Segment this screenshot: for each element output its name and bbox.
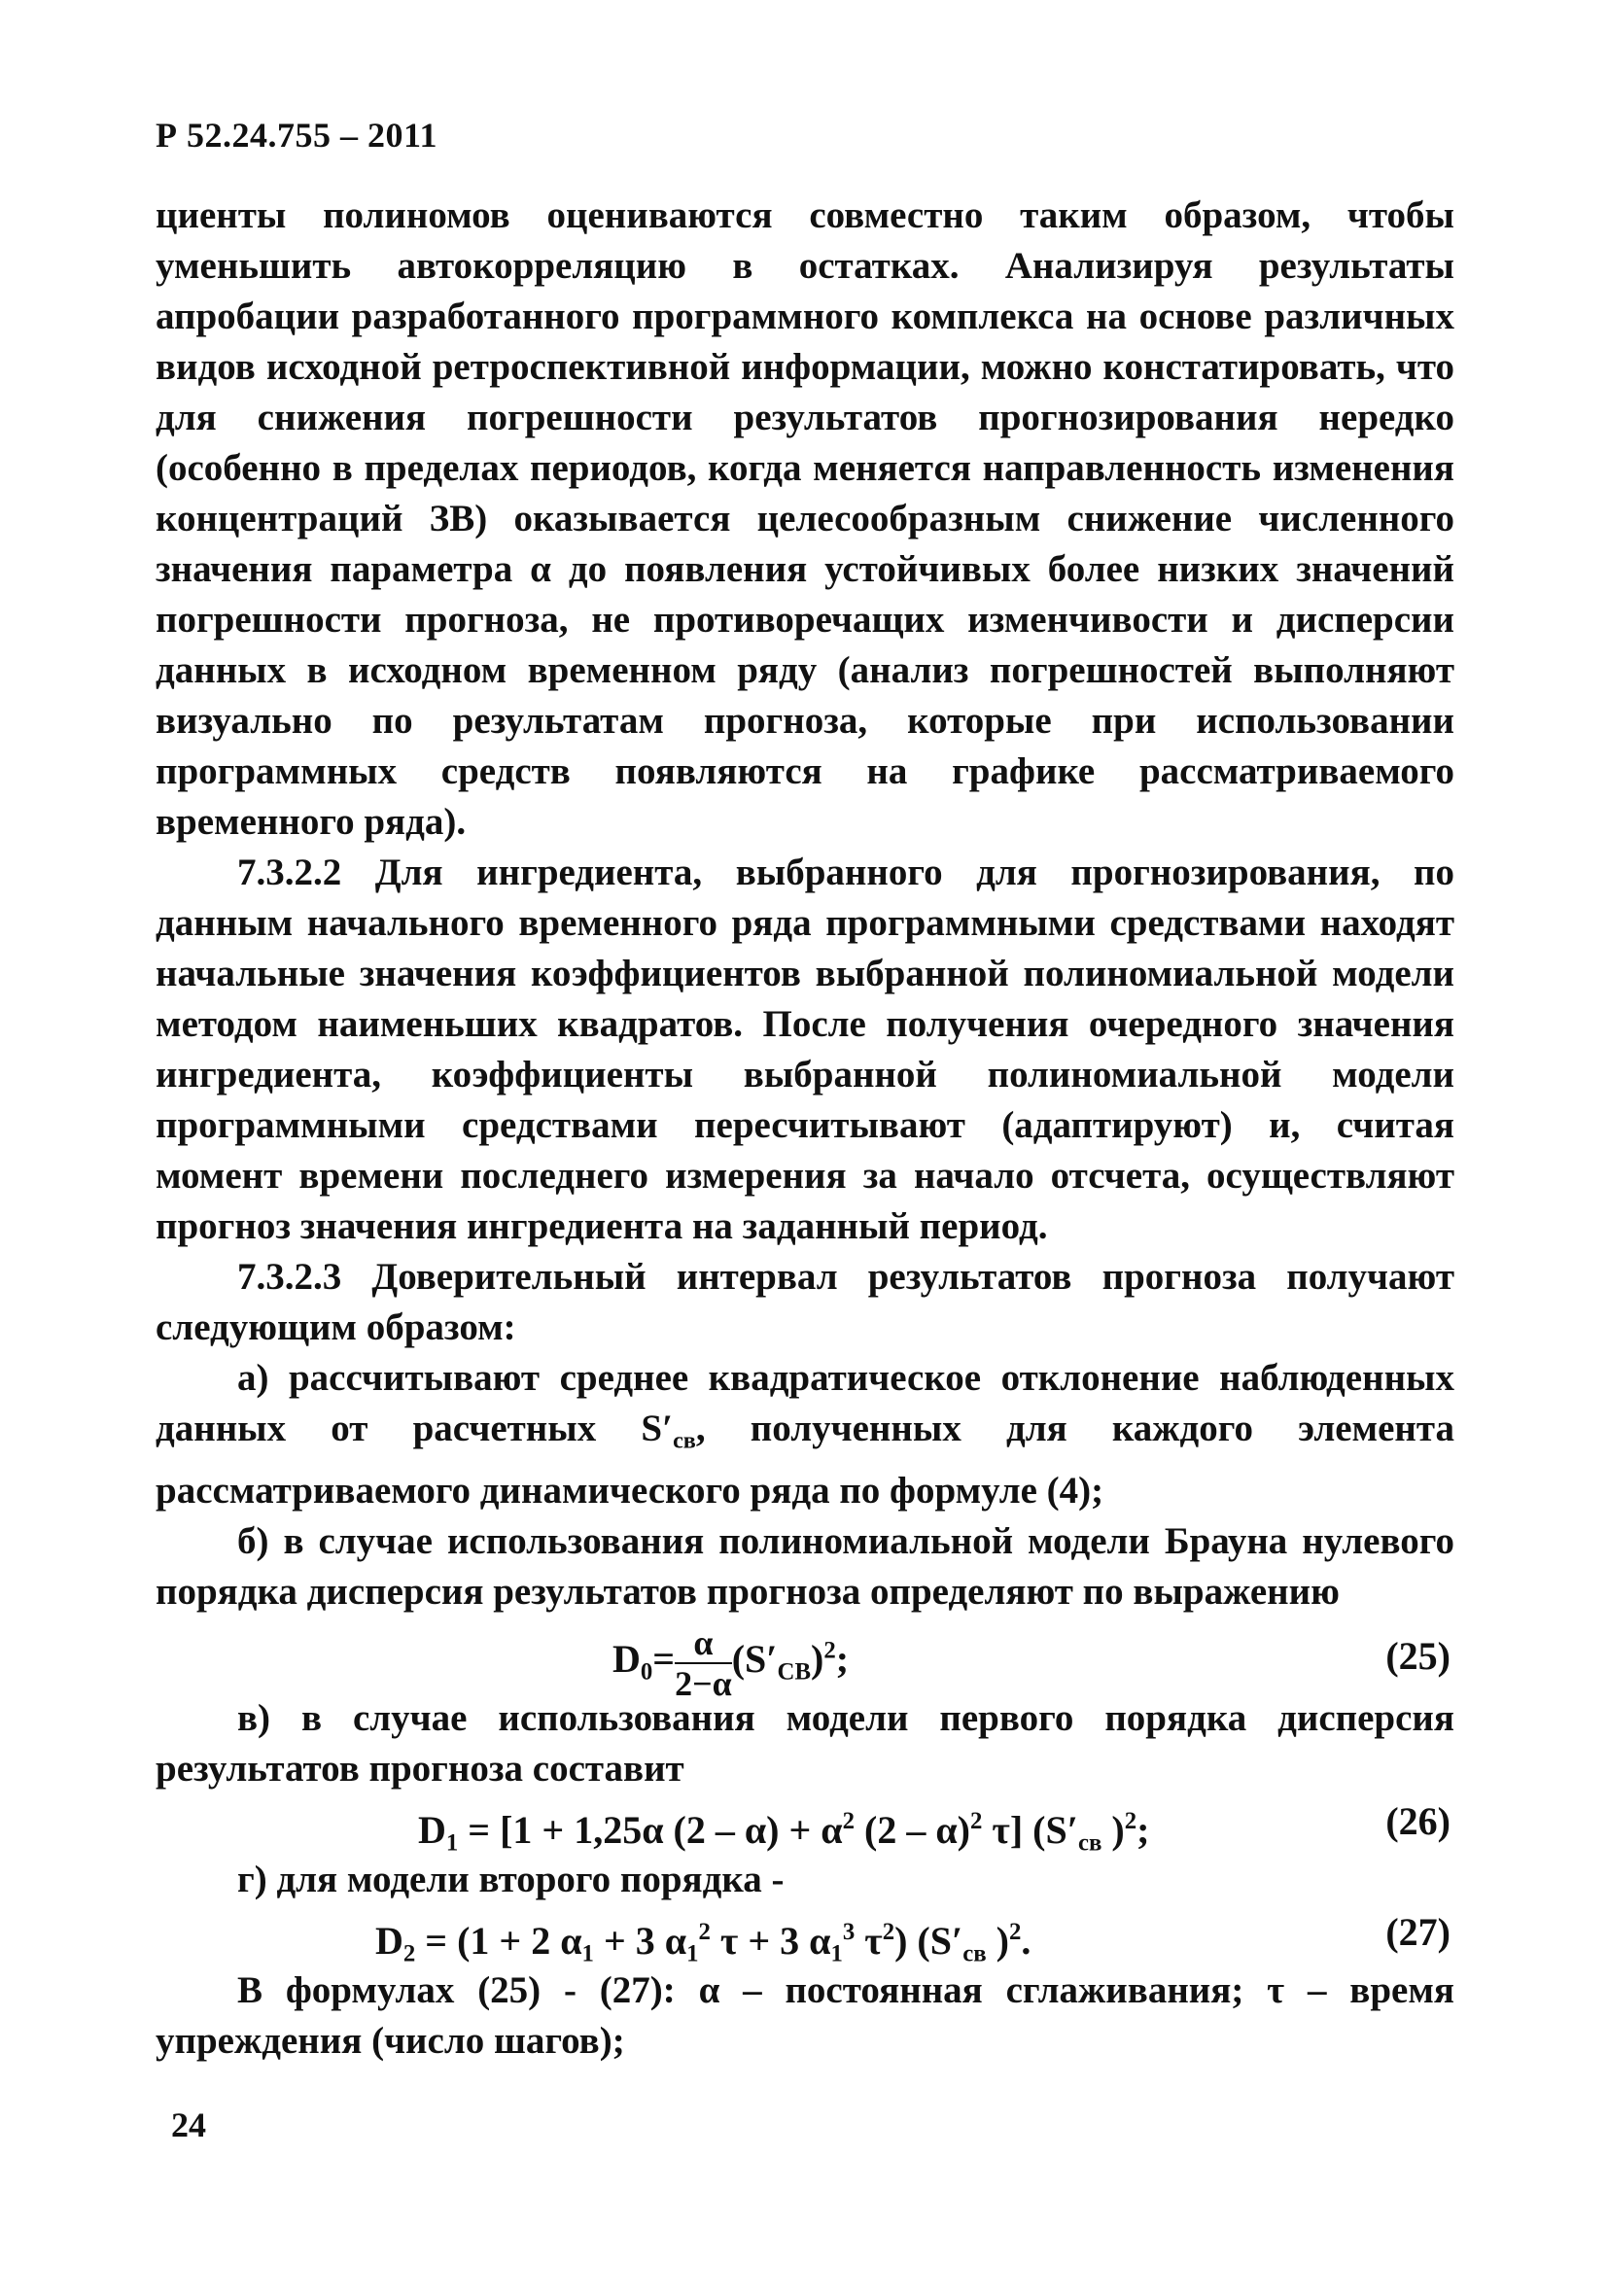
formula-legend: В формулах (25) - (27): α – постоянная сглаживания; τ – время упреждения (число шагов); — [156, 1969, 1454, 2063]
list-item-a-subscript: св — [673, 1427, 696, 1454]
formula-26 — [156, 1794, 1454, 1855]
paragraph-7-3-2-3: 7.3.2.3 Доверительный интервал результатов прогноза получают следующим образом: — [156, 1256, 1454, 1348]
paragraph-7-3-2-2: 7.3.2.2 Для ингредиента, выбранного для прогнозирования, по данным начального временного ряда программными средствами находят начальные значения коэффициентов выбранной полиномиальной модели методом наименьших квадратов. После получения очередного значения ингредиента, коэффициенты выбранной полиномиальной модели программными средствами пересчитывают (адаптируют) и, считая момент времени последнего измерения за начало отсчета, осуществляют прогноз значения ингредиента на заданный период. — [156, 852, 1454, 1247]
formula-27-expression: $D_2 = (1 + 2$ $\alpha_1 + 3$ $\alpha_1^2$ τ + 3 $\alpha_1^3$ $\tau^2$) ($S'_{св}$ )$^2$. — [375, 1919, 1031, 1967]
list-item-a-text-2: , полученных для каждого элемента рассматриваемого динамического ряда по формуле (4); — [156, 1408, 1455, 1513]
formula-27-number: (27) — [1385, 1910, 1451, 1955]
formula-27 — [156, 1905, 1454, 1966]
list-item-v: в) в случае использования модели первого порядка дисперсия результатов прогноза составит — [156, 1697, 1454, 1791]
paragraph-continuation: циенты полиномов оцениваются совместно таким образом, чтобы уменьшить автокорреляцию в остатках. Анализируя результаты апробации разработанного программного комплекса на основе различных видов исходной ретроспективной информации, можно констатировать, что для снижения погрешности результатов прогнозирования нередко (особенно в пределах периодов, когда меняется направленность изменения концентраций ЗВ) оказывается целесообразным снижение численного значения параметра α до появления устойчивых более низких значений погрешности прогноза, не противоречащих изменчивости и дисперсии данных в исходном временном ряду (анализ погрешностей выполняют визуально по результатам прогноза, которые при использовании программных средств появляются на графике рассматриваемого временного ряда). — [156, 194, 1454, 843]
formula-26-number: (26) — [1385, 1799, 1451, 1844]
list-item-b: б) в случае использования полиномиальной модели Брауна нулевого порядка дисперсия результатов прогноза определяют по выражению — [156, 1520, 1454, 1614]
formula-25-expression: $D_0=$ $\frac{\alpha}{2-\alpha}$ $(S'_{СВ})^2$; — [612, 1623, 850, 1704]
formula-26-expression: $D_1 = [1 + 1,25\alpha$ $(2 - \alpha) + \alpha^2$ (2 – α)$^2$ τ] ($S'_{св}$ )$^2$; — [418, 1808, 1150, 1857]
document-body — [156, 191, 1454, 2067]
document-code-header: Р 52.24.755 – 2011 — [156, 116, 438, 155]
list-item-g: г) для модели второго порядка - — [237, 1859, 785, 1901]
formula-25 — [156, 1618, 1454, 1704]
list-item-a-text-1: а) рассчитывают среднее квадратическое отклонение наблюденных данных от расчетных S′ — [156, 1357, 1454, 1449]
list-item-a — [156, 1353, 1454, 1516]
page-number: 24 — [171, 2105, 206, 2144]
formula-25-fraction: $\frac{\alpha}{2-\alpha}$ — [675, 1623, 732, 1704]
formula-25-number: (25) — [1385, 1634, 1451, 1679]
